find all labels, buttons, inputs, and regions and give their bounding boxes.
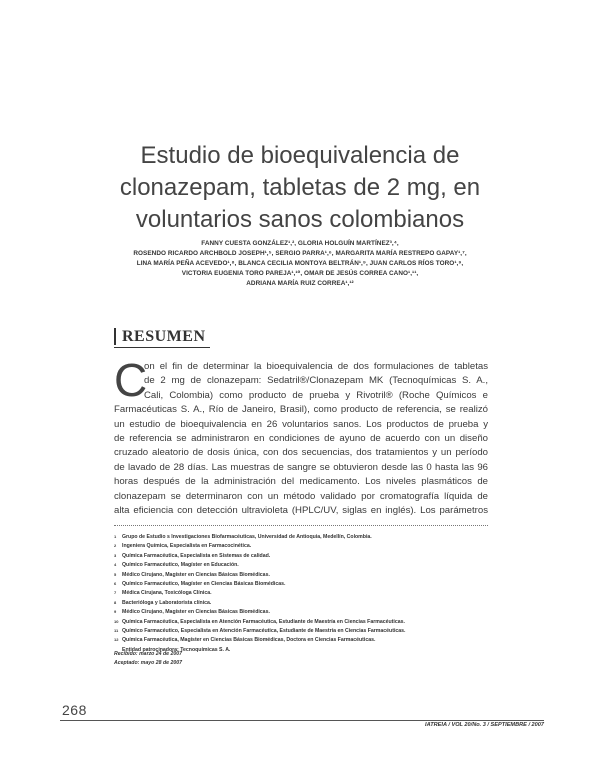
footnotes [114, 533, 494, 655]
abstract-line: de 2 mg de clonazepam: Sedatril®/Clonazepam MK (Tecnoquímicas S. A., [144, 375, 488, 387]
accepted-date: Aceptado: mayo 28 de 2007 [114, 660, 183, 666]
author-line: ROSENDO RICARDO ARCHBOLD JOSEPH¹,⁵, SERGIO PARRA¹,⁶, MARGARITA MARÍA RESTREPO GAPAY¹,⁷, [133, 250, 467, 257]
title-line: Estudio de bioequivalencia de [140, 142, 460, 169]
abstract-line: cruzado aleatorio de dosis única, con dos secuencias, dos tratamientos y un período [114, 447, 488, 459]
footnote: 5 Médico Cirujano, Magíster en Ciencias Básicas Biomédicas. [114, 571, 270, 578]
author-line: ADRIANA MARÍA RUIZ CORREA¹,¹² [246, 280, 354, 287]
title-line: voluntarios sanos colombianos [135, 206, 465, 233]
drop-cap: C [114, 354, 148, 406]
abstract-line: un estudio de bioequivalencia en 26 voluntarios sanos. Los productos de prueba y [114, 418, 488, 430]
footer-rule [60, 720, 544, 721]
footnote: 8 Bacterióloga y Laboratorista clínica. [114, 599, 212, 606]
abstract-line: de referencia se administraron en condiciones de ayuno de acuerdo con un diseño [114, 433, 488, 445]
author-list [60, 239, 540, 289]
footnote: 11 Químico Farmacéutico, Especialista en Atención Farmacéutica, Estudiante de Maestría en Ciencias Farmacéuticas. [114, 628, 406, 635]
footnote: 9 Médico Cirujano, Magíster en Ciencias Básicas Biomédicas. [114, 609, 270, 616]
abstract-line: Cali, Colombia) como producto de prueba y Rivotril® (Roche Químicos e [144, 389, 488, 401]
author-line: LINA MARÍA PEÑA ACEVEDO¹,⁸, BLANCA CECILIA MONTOYA BELTRÁN¹,⁹, JUAN CARLOS RÍOS TORO¹,⁹, [136, 260, 464, 267]
abstract-body [114, 360, 488, 518]
section-heading: RESUMEN [114, 328, 206, 345]
title-line: clonazepam, tabletas de 2 mg, en [119, 174, 481, 201]
abstract-line: on el fin de determinar la bioequivalencia de dos formulaciones de tabletas [144, 361, 488, 372]
footnote: 4 Químico Farmacéutico, Magíster en Educación. [114, 562, 239, 569]
page-number: 268 [62, 702, 87, 718]
footnote: 1 Grupo de Estudio s Investigaciones Biofarmacéuticas, Universidad de Antioquia, Medellín, Colombia. [114, 534, 372, 540]
abstract-line: clonazepam se determinaron con un método validado por cromatografía líquida de [114, 490, 488, 502]
article-title [100, 140, 500, 236]
author-line: VICTORIA EUGENIA TORO PAREJA¹,¹⁰, OMAR DE JESÚS CORREA CANO¹,¹¹, [181, 270, 419, 277]
journal-reference: IATREIA / VOL 20/No. 3 / SEPTIEMBRE / 2007 [425, 722, 544, 728]
footnote: 12 Química Farmacéutica, Magíster en Ciencias Básicas Biomédicas, Doctora en Ciencias Farmacéuticas. [114, 637, 376, 644]
received-date: Recibido: marzo 24 de 2007 [114, 651, 183, 657]
abstract-line: alta eficiencia con detección ultravioleta (HPLC/UV, siglas en inglés). Los parámetros [114, 505, 488, 517]
abstract-line: horas después de la administración del medicamento. Los niveles plasmáticos de [114, 476, 488, 488]
footnote: Entidad patrocinadora: Tecnoquímicas S. A. [122, 646, 231, 653]
abstract-line: Farmacéuticas S. A., Río de Janeiro, Brasil), como producto de referencia, se realizó [114, 404, 488, 416]
footnote-separator [114, 525, 488, 526]
footnote: 6 Químico Farmacéutico, Magíster en Ciencias Básicas Biomédicas. [114, 581, 286, 588]
footnote: 7 Médica Cirujana, Toxicóloga Clínica. [114, 590, 212, 597]
footnote: 2 Ingeniera Química, Especialista en Farmacocinética. [114, 543, 252, 550]
section-rule [114, 347, 210, 348]
abstract-line: de lavado de 28 días. Las muestras de sangre se obtuvieron desde las 0 hasta las 96 [114, 461, 488, 473]
footnote: 3 Química Farmacéutica, Especialista en Sistemas de calidad. [114, 552, 271, 559]
received-dates [114, 650, 182, 668]
author-line: FANNY CUESTA GONZÁLEZ¹,², GLORIA HOLGUÍN MARTÍNEZ³,⁴, [201, 240, 399, 247]
footnote: 10 Química Farmacéutica, Especialista en Atención Farmacéutica, Estudiante de Maestría en Ciencias Farmacéuticas. [114, 618, 405, 625]
